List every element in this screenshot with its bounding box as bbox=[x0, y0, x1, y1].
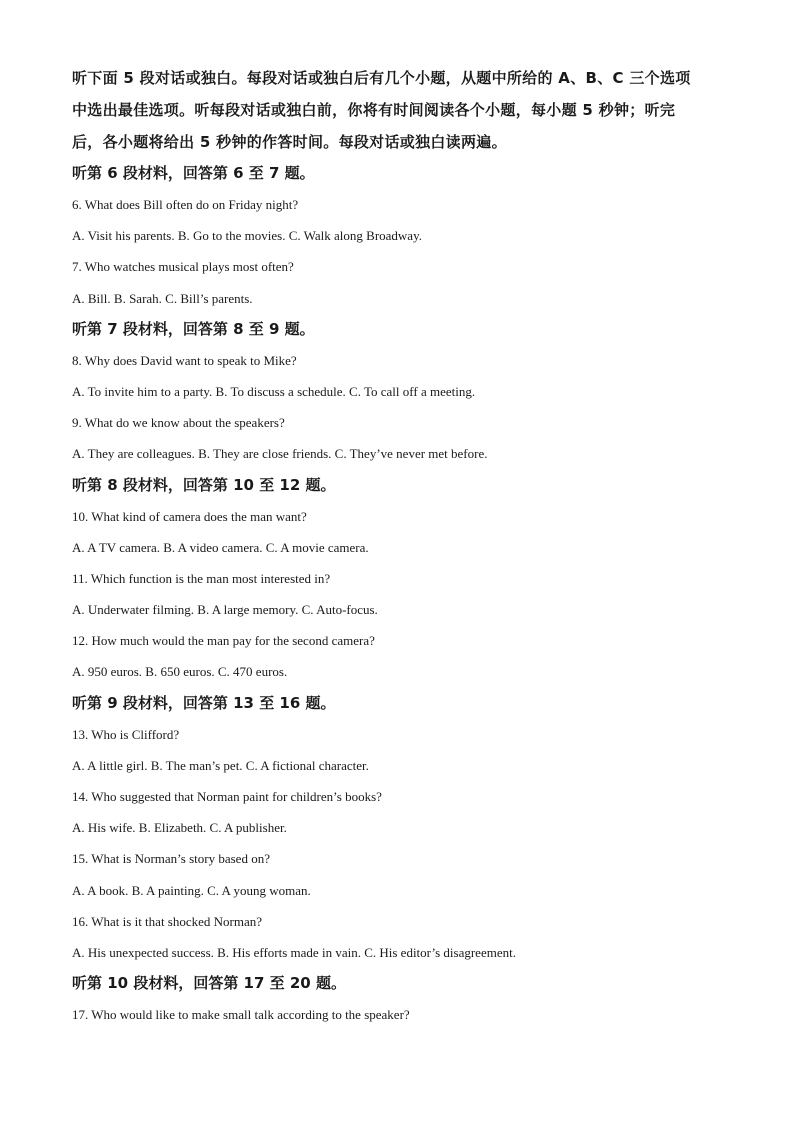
question-stem: 17. Who would like to make small talk according to the speaker? bbox=[72, 1007, 410, 1023]
question-options: A. Visit his parents. B. Go to the movies. C. Walk along Broadway. bbox=[72, 228, 422, 244]
question-options: A. Underwater filming. B. A large memory. C. Auto-focus. bbox=[72, 602, 378, 618]
question-stem: 13. Who is Clifford? bbox=[72, 726, 180, 742]
question-options: A. 950 euros. B. 650 euros. C. 470 euros. bbox=[72, 664, 288, 680]
question-stem: 10. What kind of camera does the man want? bbox=[72, 508, 307, 524]
instruction-line: 后，各小题将给出 5 秒钟的作答时间。每段对话或独白读两遍。 bbox=[72, 133, 507, 151]
section-heading: 听第 6 段材料，回答第 6 至 7 题。 bbox=[72, 164, 315, 182]
section-heading: 听第 7 段材料，回答第 8 至 9 题。 bbox=[72, 319, 315, 338]
question-options: A. To invite him to a party. B. To discuss a schedule. C. To call off a meeting. bbox=[72, 383, 476, 399]
section-heading: 听第 10 段材料，回答第 17 至 20 题。 bbox=[72, 974, 346, 993]
question-stem: 7. Who watches musical plays most often? bbox=[72, 259, 294, 275]
instruction-line: 中选出最佳选项。听每段对话或独白前，你将有时间阅读各个小题，每小题 5 秒钟；听完 bbox=[72, 101, 676, 119]
question-stem: 9. What do we know about the speakers? bbox=[72, 415, 285, 431]
question-options: A. They are colleagues. B. They are close friends. C. They’ve never met before. bbox=[72, 446, 488, 462]
question-options: A. His unexpected success. B. His efforts made in vain. C. His editor’s disagreement. bbox=[72, 944, 516, 960]
question-stem: 15. What is Norman’s story based on? bbox=[72, 851, 270, 867]
question-stem: 12. How much would the man pay for the second camera? bbox=[72, 633, 375, 649]
listening-instructions bbox=[72, 62, 732, 158]
document-page bbox=[72, 62, 732, 1030]
section-heading: 听第 8 段材料，回答第 10 至 12 题。 bbox=[72, 475, 336, 494]
question-stem: 8. Why does David want to speak to Mike? bbox=[72, 352, 297, 368]
instruction-line: 听下面 5 段对话或独白。每段对话或独白后有几个小题，从题中所给的 A、B、C 三个选项 bbox=[72, 69, 691, 87]
question-options: A. His wife. B. Elizabeth. C. A publisher. bbox=[72, 820, 287, 836]
question-options: A. A little girl. B. The man’s pet. C. A fictional character. bbox=[72, 757, 369, 773]
question-stem: 6. What does Bill often do on Friday night? bbox=[72, 197, 299, 212]
question-options: A. A book. B. A painting. C. A young woman. bbox=[72, 882, 311, 898]
question-stem: 16. What is it that shocked Norman? bbox=[72, 913, 263, 929]
question-stem: 11. Which function is the man most interested in? bbox=[72, 570, 331, 586]
section-heading: 听第 9 段材料，回答第 13 至 16 题。 bbox=[72, 693, 336, 712]
question-stem: 14. Who suggested that Norman paint for children’s books? bbox=[72, 789, 382, 804]
question-options: A. A TV camera. B. A video camera. C. A movie camera. bbox=[72, 539, 369, 555]
question-options: A. Bill. B. Sarah. C. Bill’s parents. bbox=[72, 290, 253, 306]
